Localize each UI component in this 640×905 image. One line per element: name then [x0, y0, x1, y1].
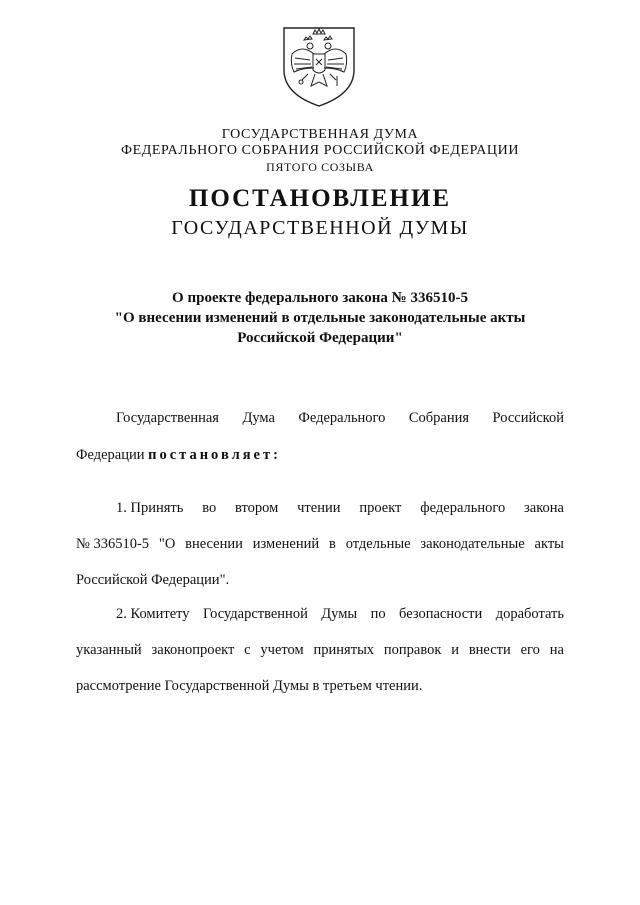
word: Федерального: [298, 410, 386, 426]
document-type-title: ПОСТАНОВЛЕНИЕ: [188, 185, 452, 212]
word: доработать: [495, 606, 564, 622]
word: законопроект: [151, 642, 235, 658]
word: указанный: [76, 642, 142, 658]
item-1-line-1: [76, 490, 564, 526]
resolves-word: постановляет:: [148, 447, 281, 463]
document-type-subtitle: ГОСУДАРСТВЕННОЙ ДУМЫ: [171, 217, 469, 239]
convocation-line: ПЯТОГО СОЗЫВА: [266, 160, 374, 174]
word: "О: [158, 536, 176, 552]
word: № 336510-5: [76, 536, 150, 552]
word: по: [370, 606, 386, 622]
word: Государственной: [202, 606, 308, 622]
issuer-line-1: ГОСУДАРСТВЕННАЯ ДУМА: [221, 127, 419, 142]
word: рассмотрение Государственной Думы в третьем чтении.: [76, 678, 423, 694]
word: закона: [524, 500, 564, 516]
word: изменений: [252, 536, 320, 552]
document-subject: [0, 288, 640, 348]
word: в: [328, 536, 336, 552]
subject-line-1: О проекте федерального закона № 336510-5: [172, 290, 468, 306]
word: на: [549, 642, 564, 658]
item-2-paragraph: [76, 596, 564, 704]
item-1-line-3: [76, 562, 564, 598]
item-1-paragraph: [76, 490, 564, 598]
word: поправок: [383, 642, 442, 658]
word: безопасности: [399, 606, 483, 622]
subject-line-3: Российской Федерации": [237, 330, 403, 346]
word: отдельные: [345, 536, 411, 552]
word: во: [202, 500, 217, 516]
preamble-paragraph: [76, 400, 564, 474]
word: Российской: [492, 410, 564, 426]
word: Государственная: [116, 410, 219, 426]
word: 1. Принять: [116, 500, 184, 516]
word: учетом: [260, 642, 304, 658]
word: втором: [235, 500, 279, 516]
word: Федерации: [76, 447, 149, 463]
subject-line-2: "О внесении изменений в отдельные законодательные акты: [114, 310, 526, 326]
word: чтении: [297, 500, 341, 516]
state-emblem-icon: [280, 24, 358, 108]
item-2-line-2: [76, 632, 564, 668]
word: и: [451, 642, 459, 658]
word: принятых: [313, 642, 375, 658]
word: Российской Федерации".: [76, 572, 230, 588]
word: с: [244, 642, 251, 658]
item-1-line-2: [76, 526, 564, 562]
word: проект: [359, 500, 402, 516]
item-2-line-3: [76, 668, 564, 704]
word: федерального: [420, 500, 506, 516]
word: Думы: [321, 606, 358, 622]
word: внести: [468, 642, 511, 658]
word: законодательные: [420, 536, 525, 552]
word: его: [520, 642, 540, 658]
issuer-line-2: ФЕДЕРАЛЬНОГО СОБРАНИЯ РОССИЙСКОЙ ФЕДЕРАЦИИ: [120, 143, 520, 158]
word: акты: [534, 536, 564, 552]
word: Дума: [242, 410, 275, 426]
word: Собрания: [408, 410, 470, 426]
item-2-line-1: [76, 596, 564, 632]
preamble-line-2: [76, 437, 564, 474]
word: внесении: [185, 536, 243, 552]
preamble-line-1: [76, 400, 564, 437]
word: 2. Комитету: [116, 606, 190, 622]
